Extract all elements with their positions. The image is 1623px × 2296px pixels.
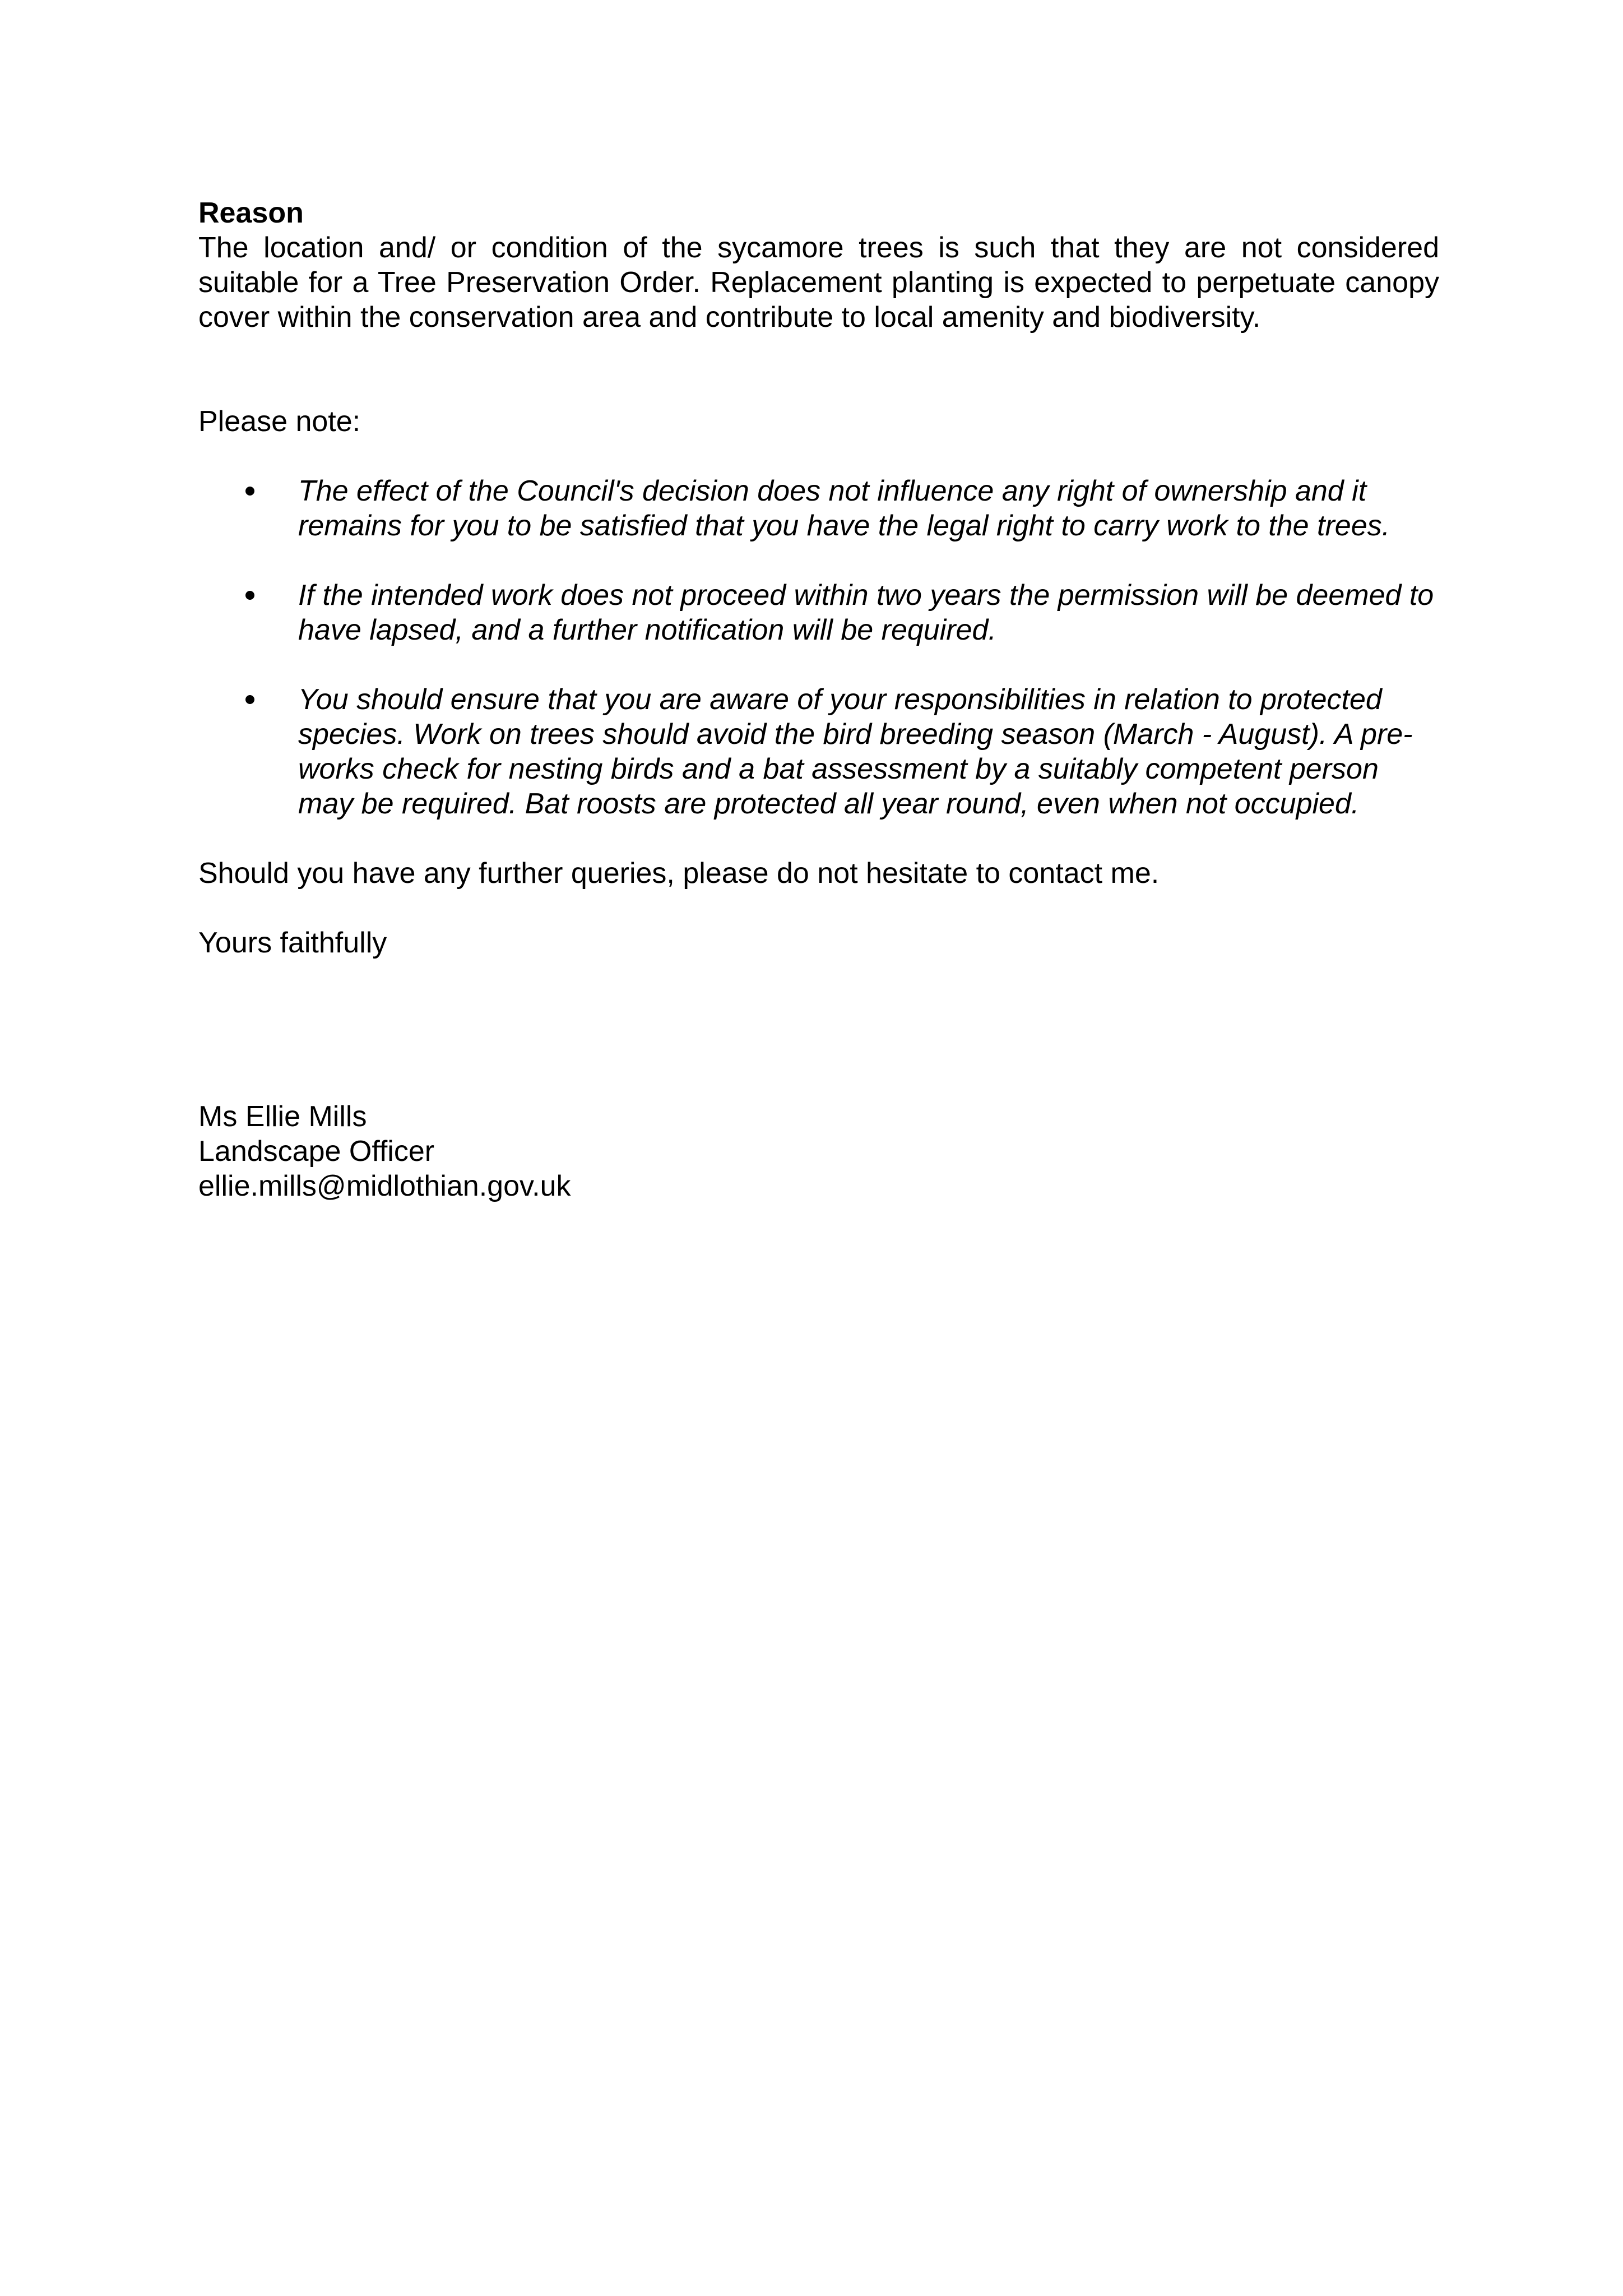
reason-paragraph: The location and/ or condition of the sycamore trees is such that they are not considered suitable for a Tree Preservation Order. Replacement planting is expected to perpetuate canopy cover within the conservation area and contribute to local amenity and biodiversity. bbox=[198, 232, 1439, 334]
note-text: You should ensure that you are aware of your responsibilities in relation to protected species. Work on trees should avoid the bird breeding season (March - August). A pre-works check for nesting birds and a bat assessment by a suitably competent person may be required. Bat roosts are protected all year round, even when not occupied. bbox=[298, 683, 1413, 820]
note-text: The effect of the Council's decision does not influence any right of ownership and it remains for you to be satisfied that you have the legal right to carry work to the trees. bbox=[298, 475, 1390, 542]
signatory-email[interactable]: ellie.mills@midlothian.gov.uk bbox=[198, 1170, 571, 1202]
note-item-ownership bbox=[198, 474, 1439, 543]
signatory-title: Landscape Officer bbox=[198, 1135, 435, 1168]
note-item-lapse bbox=[198, 578, 1439, 647]
note-item-protected-species bbox=[198, 682, 1439, 821]
signature-block bbox=[198, 1099, 1439, 1203]
signatory-name: Ms Ellie Mills bbox=[198, 1100, 367, 1133]
sign-off: Yours faithfully bbox=[198, 927, 387, 959]
reason-heading: Reason bbox=[198, 197, 304, 229]
note-text: If the intended work does not proceed within two years the permission will be deemed to have lapsed, and a further notification will be required. bbox=[298, 579, 1434, 646]
bullet-icon bbox=[245, 695, 254, 704]
bullet-icon bbox=[245, 591, 254, 600]
notes-list bbox=[198, 474, 1439, 821]
letter-body bbox=[198, 196, 1439, 1203]
bullet-icon bbox=[245, 487, 254, 496]
please-note-label: Please note: bbox=[198, 405, 361, 438]
closing-paragraph: Should you have any further queries, please do not hesitate to contact me. bbox=[198, 857, 1160, 890]
